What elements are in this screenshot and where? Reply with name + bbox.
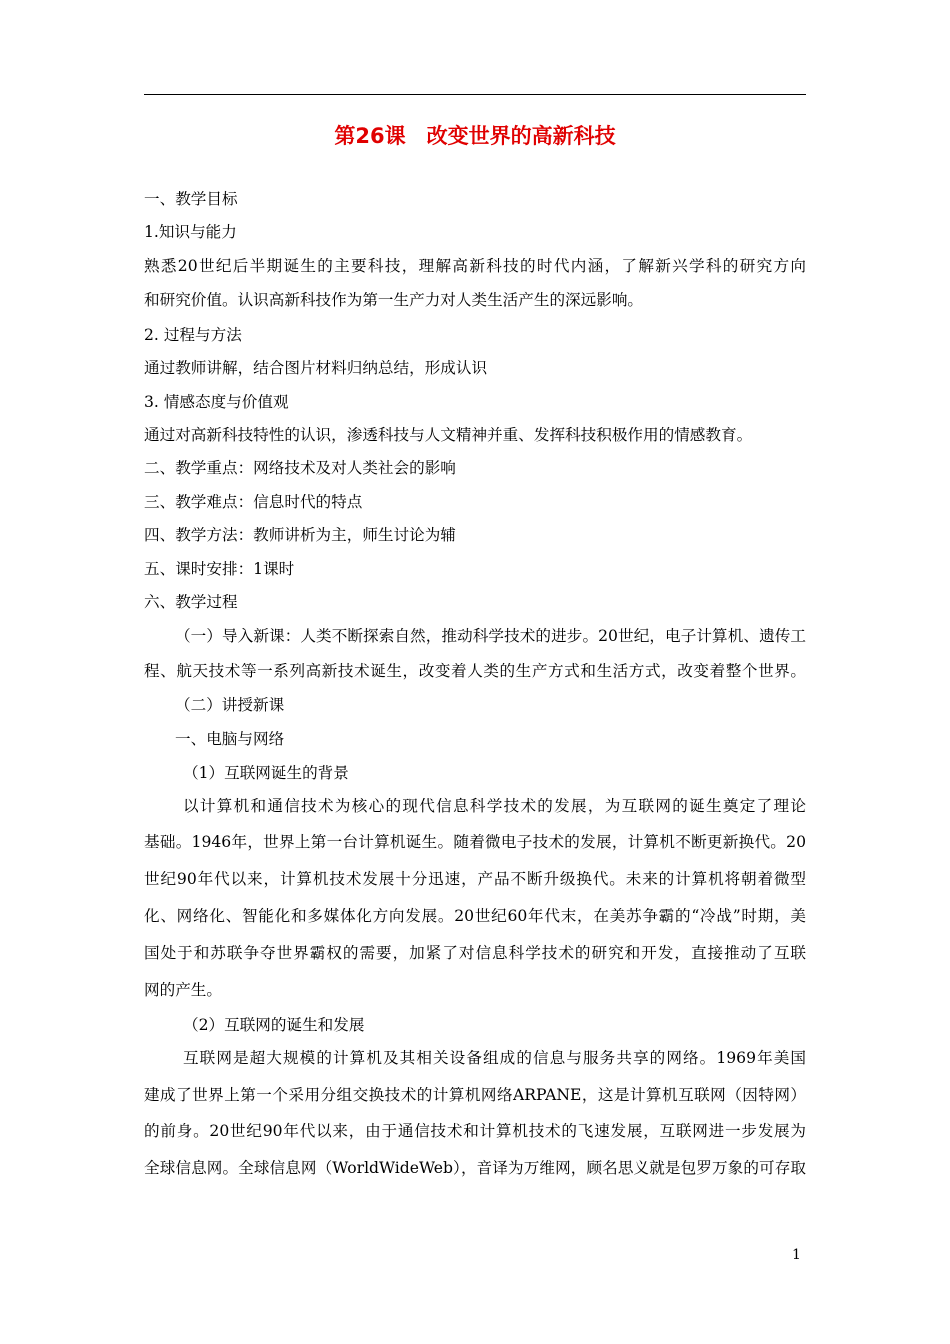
text-line: （一）导入新课：人类不断探索自然，推动科学技术的进步。20世纪，电子计算机、遗传工 — [175, 627, 806, 645]
text-line: 2. 过程与方法 — [144, 326, 242, 344]
lesson-title: 第26课 改变世界的高新科技 — [334, 124, 616, 148]
text-line: 化、网络化、智能化和多媒体化方向发展。20世纪60年代末，在美苏争霸的“冷战”时期，美 — [144, 907, 806, 925]
text-line: 五、课时安排：1课时 — [144, 560, 295, 578]
text-line: （1）互联网诞生的背景 — [183, 764, 349, 782]
text-line: 六、教学过程 — [144, 593, 238, 611]
text-line: 通过对高新科技特性的认识，渗透科技与人文精神并重、发挥科技积极作用的情感教育。 — [144, 426, 753, 444]
text-line: 三、教学难点：信息时代的特点 — [144, 493, 363, 511]
text-line: 全球信息网。全球信息网（WorldWideWeb），音译为万维网，顾名思义就是包罗万象的可存取 — [144, 1159, 806, 1177]
text-line: 世纪90年代以来，计算机技术发展十分迅速，产品不断升级换代。未来的计算机将朝着微型 — [144, 870, 806, 888]
text-line: 网的产生。 — [144, 981, 222, 999]
text-line: 互联网是超大规模的计算机及其相关设备组成的信息与服务共享的网络。1969年美国 — [183, 1049, 806, 1067]
text-line: 程、航天技术等一系列高新技术诞生，改变着人类的生产方式和生活方式，改变着整个世界。 — [144, 662, 806, 680]
text-line: 基础。1946年，世界上第一台计算机诞生。随着微电子技术的发展，计算机不断更新换代。20 — [144, 833, 806, 851]
text-line: 熟悉20世纪后半期诞生的主要科技，理解高新科技的时代内涵，了解新兴学科的研究方向 — [144, 257, 806, 275]
text-line: （2）互联网的诞生和发展 — [183, 1016, 365, 1034]
text-line: 以计算机和通信技术为核心的现代信息科学技术的发展，为互联网的诞生奠定了理论 — [183, 797, 806, 815]
header-rule — [144, 94, 806, 95]
text-line: 1.知识与能力 — [144, 223, 237, 241]
text-line: 四、教学方法：教师讲析为主，师生讨论为辅 — [144, 526, 456, 544]
text-line: 国处于和苏联争夺世界霸权的需要，加紧了对信息科学技术的研究和开发，直接推动了互联 — [144, 944, 806, 962]
text-line: （二）讲授新课 — [175, 696, 285, 714]
text-line: 的前身。20世纪90年代以来，由于通信技术和计算机技术的飞速发展，互联网进一步发展为 — [144, 1122, 806, 1140]
text-line: 3. 情感态度与价值观 — [144, 393, 289, 411]
text-line: 建成了世界上第一个采用分组交换技术的计算机网络ARPANE，这是计算机互联网（因特网） — [144, 1086, 806, 1104]
text-line: 一、电脑与网络 — [175, 730, 285, 748]
text-line: 一、教学目标 — [144, 190, 238, 208]
text-line: 通过教师讲解，结合图片材料归纳总结，形成认识 — [144, 359, 488, 377]
text-line: 和研究价值。认识高新科技作为第一生产力对人类生活产生的深远影响。 — [144, 291, 644, 309]
text-line: 二、教学重点：网络技术及对人类社会的影响 — [144, 459, 456, 477]
page-number: 1 — [792, 1247, 801, 1263]
